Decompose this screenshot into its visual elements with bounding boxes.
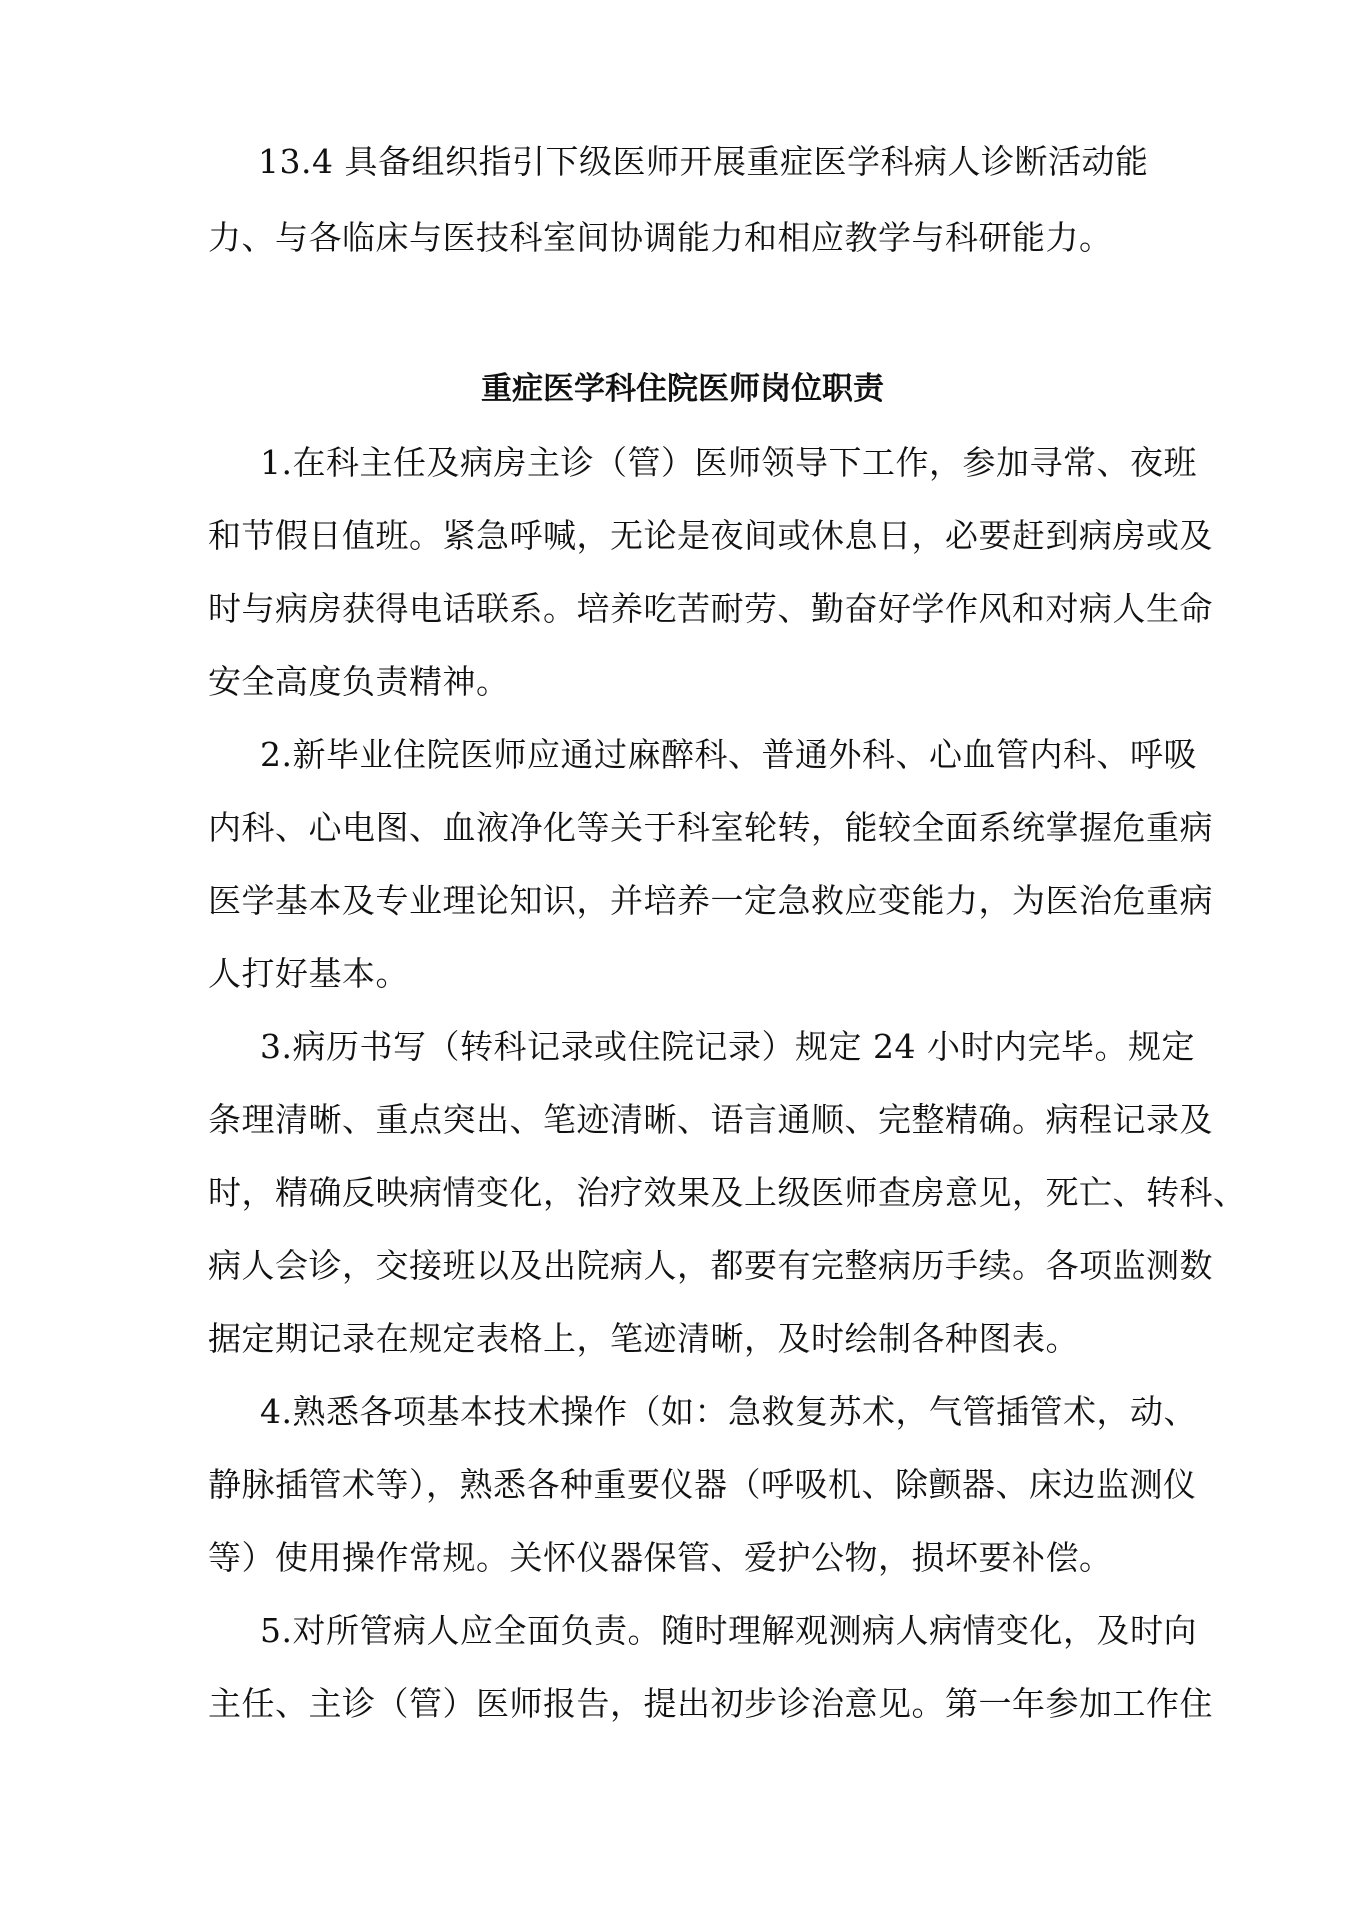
item-3-line-3: 时，精确反映病情变化，治疗效果及上级医师查房意见，死亡、转科、 <box>208 1173 1247 1212</box>
item-4-line-2: 静脉插管术等），熟悉各种重要仪器（呼吸机、除颤器、床边监测仪 <box>208 1465 1197 1504</box>
intro-line-1: 13.4 具备组织指引下级医师开展重症医学科病人诊断活动能 <box>258 142 1149 181</box>
item-4-line-1: 4.熟悉各项基本技术操作（如：急救复苏术，气管插管术，动、 <box>260 1392 1197 1431</box>
section-title: 重症医学科住院医师岗位职责 <box>481 371 884 407</box>
item-2-line-1: 2.新毕业住院医师应通过麻醉科、普通外科、心血管内科、呼吸 <box>260 735 1197 774</box>
item-3-line-4: 病人会诊，交接班以及出院病人，都要有完整病历手续。各项监测数 <box>208 1246 1213 1285</box>
item-2-line-2: 内科、心电图、血液净化等关于科室轮转，能较全面系统掌握危重病 <box>208 808 1213 847</box>
item-3-line-5: 据定期记录在规定表格上，笔迹清晰，及时绘制各种图表。 <box>208 1319 1079 1358</box>
item-5-line-1: 5.对所管病人应全面负责。随时理解观测病人病情变化，及时向 <box>260 1611 1197 1650</box>
item-1-line-3: 时与病房获得电话联系。培养吃苦耐劳、勤奋好学作风和对病人生命 <box>208 589 1213 628</box>
item-3-line-1: 3.病历书写（转科记录或住院记录）规定 24 小时内完毕。规定 <box>260 1027 1195 1066</box>
intro-line-2: 力、与各临床与医技科室间协调能力和相应教学与科研能力。 <box>208 218 1113 257</box>
item-5-line-2: 主任、主诊（管）医师报告，提出初步诊治意见。第一年参加工作住 <box>208 1684 1213 1723</box>
item-1-line-2: 和节假日值班。紧急呼喊，无论是夜间或休息日，必要赶到病房或及 <box>208 516 1213 555</box>
item-4-line-3: 等）使用操作常规。关怀仪器保管、爱护公物，损坏要补偿。 <box>208 1538 1113 1577</box>
item-2-line-3: 医学基本及专业理论知识，并培养一定急救应变能力，为医治危重病 <box>208 881 1213 920</box>
item-1-line-1: 1.在科主任及病房主诊（管）医师领导下工作，参加寻常、夜班 <box>260 443 1197 482</box>
item-2-line-4: 人打好基本。 <box>208 954 409 993</box>
item-3-line-2: 条理清晰、重点突出、笔迹清晰、语言通顺、完整精确。病程记录及 <box>208 1100 1213 1139</box>
item-1-line-4: 安全高度负责精神。 <box>208 662 510 701</box>
